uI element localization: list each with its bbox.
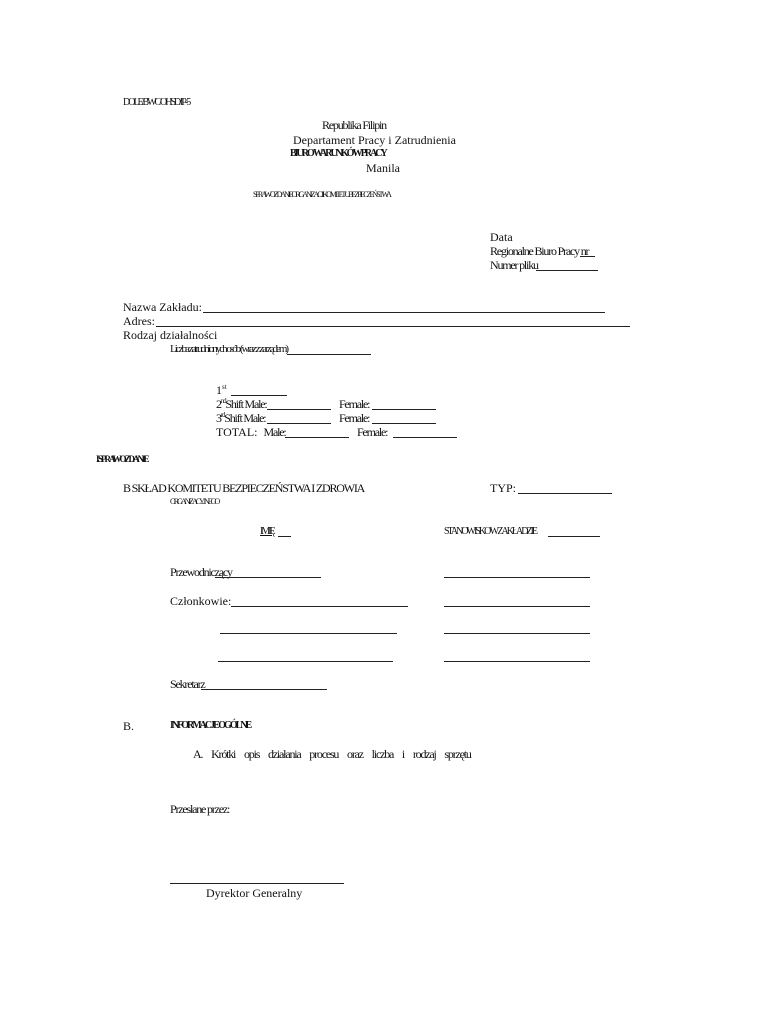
regional-office-label: Regionalne Biuro Pracy nr: [490, 244, 589, 258]
second-shift-label: 2ndShift Male:: [216, 397, 267, 411]
committee-subheading: ORGANIZACYJNEGO: [170, 497, 219, 506]
chairman-position-field[interactable]: [444, 577, 590, 578]
type-field[interactable]: [518, 493, 612, 494]
section-b-letter: B.: [123, 719, 135, 733]
secretary-name-field[interactable]: [201, 689, 327, 690]
member-3-name-field[interactable]: [218, 661, 393, 662]
committee-heading: B SKŁAD KOMITETU BEZPIECZEŃSTWA I ZDROWIA: [123, 481, 365, 495]
third-shift-female-field[interactable]: [372, 423, 436, 424]
column-name-underline: [278, 536, 291, 537]
third-shift-label: 3rdShift Male:: [216, 411, 266, 425]
regional-office-field[interactable]: [580, 256, 595, 257]
secretary-label: Sekretarz: [170, 677, 205, 691]
second-shift-male-field[interactable]: [267, 409, 331, 410]
signature-line[interactable]: [170, 883, 344, 884]
member-1-position-field[interactable]: [444, 606, 590, 607]
members-label: Członkowie:: [170, 594, 232, 608]
total-female-label: Female:: [357, 425, 388, 439]
column-position-header: STANOWISKO W ZAKŁADZIE: [444, 526, 537, 537]
member-3-position-field[interactable]: [444, 661, 590, 662]
first-shift-field[interactable]: [231, 395, 287, 396]
member-1-name-field[interactable]: [231, 606, 408, 607]
section-a-heading: I. SPRAWOZDANIE: [96, 454, 148, 464]
member-2-position-field[interactable]: [444, 633, 590, 634]
third-shift-male-field[interactable]: [267, 423, 331, 424]
third-shift-female-label: Female:: [339, 411, 370, 425]
chairman-name-field[interactable]: [215, 577, 321, 578]
file-number-label: Numer pliku: [490, 258, 538, 272]
file-number-field[interactable]: [536, 270, 598, 271]
establishment-name-field[interactable]: [203, 312, 605, 313]
column-position-underline: [548, 536, 600, 537]
first-shift-label: 1st: [216, 383, 227, 397]
type-label: TYP:: [490, 481, 517, 495]
column-name-header: IMIĘ: [260, 526, 274, 537]
form-code: DOLE/BWC/OHSD/IP-5: [123, 97, 190, 108]
establishment-name-label: Nazwa Zakładu:: [123, 300, 202, 314]
submitted-by-label: Przesłane przez:: [170, 802, 230, 816]
item-a-description: A. Krótki opis działania procesu oraz liczba i rodzaj sprzętu: [193, 747, 471, 761]
total-label: TOTAL: Male:: [216, 425, 286, 439]
address-field[interactable]: [156, 326, 630, 327]
workers-label: Liczba zatrudnionych osób (wraz z zarządem): [170, 343, 288, 355]
bureau-label: BIURO WARUNKÓW PRACY: [290, 148, 386, 159]
workers-field[interactable]: [287, 354, 371, 355]
business-type-label: Rodzaj działalności: [123, 328, 218, 342]
chairman-label: Przewodniczący: [170, 565, 232, 579]
section-b-title: INFORMACJE OGÓLNE: [170, 720, 251, 731]
form-title: SPRAWOZDANIE ORGANIZACJI KOMITETU BEZPIECZEŃSTWA: [253, 190, 390, 199]
total-male-field[interactable]: [285, 437, 349, 438]
date-label: Data: [490, 230, 513, 244]
republic-label: Republika Filipin: [322, 118, 386, 132]
address-label: Adres:: [123, 314, 155, 328]
department-label: Departament Pracy i Zatrudnienia: [293, 133, 456, 147]
signatory-title: Dyrektor Generalny: [206, 886, 303, 900]
city-label: Manila: [366, 161, 400, 175]
second-shift-female-label: Female:: [339, 397, 370, 411]
total-female-field[interactable]: [393, 437, 457, 438]
member-2-name-field[interactable]: [220, 633, 397, 634]
second-shift-female-field[interactable]: [372, 409, 436, 410]
